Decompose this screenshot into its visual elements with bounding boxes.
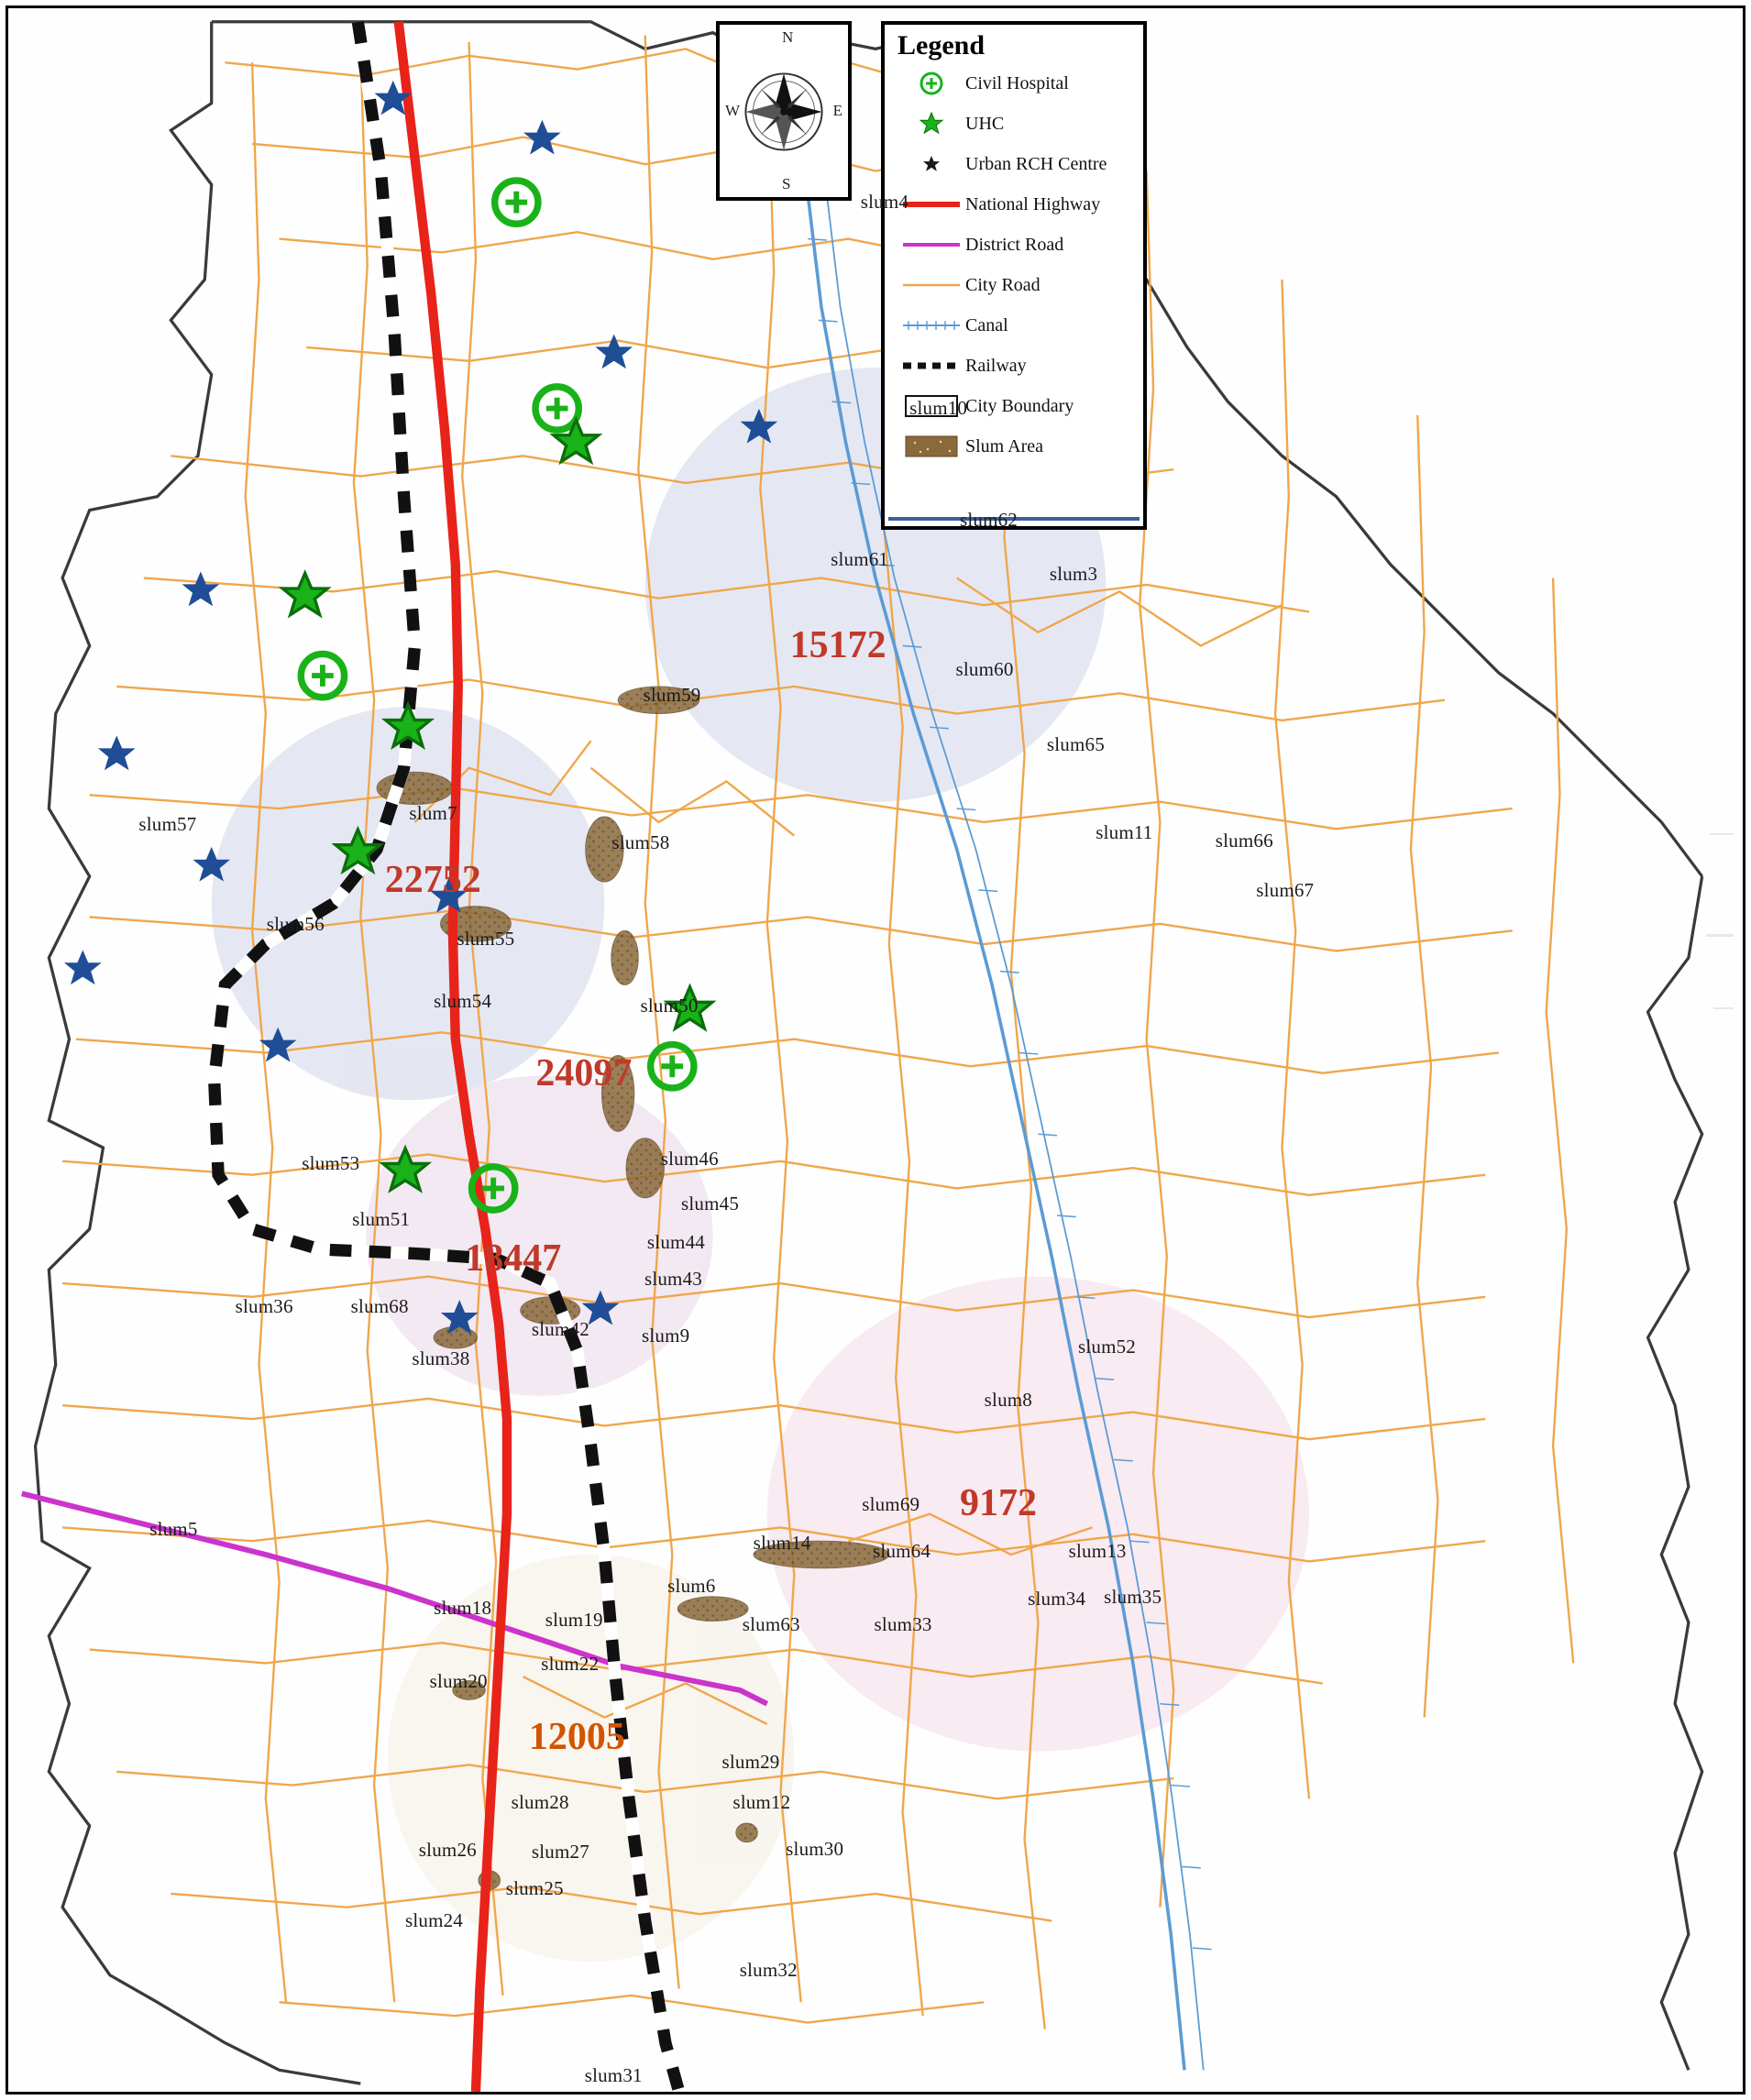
edge-artifact bbox=[1713, 1007, 1734, 1009]
slum-label-slum30: slum30 bbox=[786, 1837, 844, 1860]
slum-area-swatch-icon bbox=[898, 434, 965, 458]
slum-label-slum35: slum35 bbox=[1104, 1586, 1162, 1609]
slum-label-slum45: slum45 bbox=[680, 1193, 740, 1215]
slum-label-slum33: slum33 bbox=[874, 1612, 932, 1635]
slum-label-slum24: slum24 bbox=[404, 1909, 464, 1932]
slum-label-slum27: slum27 bbox=[531, 1840, 589, 1863]
slum-label-slum65: slum65 bbox=[1046, 732, 1105, 755]
slum-label-slum34: slum34 bbox=[1028, 1587, 1086, 1610]
slum-label-slum10: slum10 bbox=[909, 397, 968, 420]
slum-label-slum28: slum28 bbox=[511, 1791, 569, 1814]
uhc-value-15172: 15172 bbox=[789, 623, 887, 666]
legend-item-urban-rch bbox=[885, 144, 1143, 184]
uhc-value-24097: 24097 bbox=[535, 1052, 633, 1095]
legend-label-uhc: UHC bbox=[965, 113, 1005, 134]
slum-label-slum32: slum32 bbox=[739, 1958, 798, 1981]
slum-label-slum25: slum25 bbox=[505, 1876, 564, 1899]
slum-label-slum63: slum63 bbox=[742, 1612, 800, 1635]
compass-south-label: S bbox=[782, 175, 791, 192]
legend-label-slum-area: Slum Area bbox=[965, 435, 1043, 456]
slum-label-slum4: slum4 bbox=[860, 190, 909, 213]
slum-label-slum26: slum26 bbox=[418, 1839, 477, 1862]
map-frame bbox=[6, 5, 1745, 2095]
slum-label-slum59: slum59 bbox=[643, 684, 701, 707]
edge-artifact bbox=[1710, 833, 1734, 835]
slum-label-slum7: slum7 bbox=[409, 802, 457, 825]
district-road-line-icon bbox=[898, 238, 965, 251]
city-road-line-icon bbox=[898, 279, 965, 291]
legend-label-city-boundary: City Boundary bbox=[965, 395, 1074, 416]
slum-label-slum52: slum52 bbox=[1077, 1336, 1137, 1358]
slum-label-slum11: slum11 bbox=[1096, 821, 1153, 844]
canal-line-icon bbox=[898, 318, 965, 333]
uhc-value-12005: 12005 bbox=[528, 1716, 625, 1759]
legend-panel bbox=[881, 21, 1147, 530]
legend-label-civil-hospital: Civil Hospital bbox=[965, 72, 1069, 93]
slum-label-slum20: slum20 bbox=[429, 1670, 488, 1693]
compass-north-label: N bbox=[782, 28, 794, 46]
slum-label-slum43: slum43 bbox=[644, 1267, 702, 1290]
slum-label-slum68: slum68 bbox=[350, 1294, 409, 1317]
slum-label-slum57: slum57 bbox=[138, 813, 197, 836]
slum-label-slum62: slum62 bbox=[959, 509, 1019, 531]
slum-label-slum22: slum22 bbox=[541, 1652, 600, 1675]
slum-label-slum54: slum54 bbox=[434, 990, 492, 1013]
legend-label-city-road: City Road bbox=[965, 274, 1041, 295]
map-vector-layer bbox=[8, 8, 1743, 2092]
legend-title: Legend bbox=[898, 30, 986, 60]
legend-item-district-road bbox=[885, 225, 1143, 265]
slum-label-slum5: slum5 bbox=[149, 1517, 198, 1540]
slum-label-slum60: slum60 bbox=[955, 658, 1014, 681]
slum-label-slum61: slum61 bbox=[831, 548, 889, 571]
slum-label-slum55: slum55 bbox=[457, 927, 515, 950]
compass-east-label: E bbox=[832, 102, 842, 119]
uhc-value-9172: 9172 bbox=[959, 1481, 1037, 1524]
slum-label-slum29: slum29 bbox=[721, 1750, 780, 1773]
legend-item-civil-hospital bbox=[885, 63, 1143, 104]
slum-label-slum13: slum13 bbox=[1068, 1539, 1127, 1562]
slum-label-slum58: slum58 bbox=[611, 830, 670, 853]
slum-label-slum31: slum31 bbox=[584, 2064, 643, 2087]
slum-label-slum51: slum51 bbox=[352, 1207, 411, 1230]
legend-item-railway bbox=[885, 346, 1143, 386]
slum-label-slum18: slum18 bbox=[434, 1596, 492, 1619]
legend-label-canal: Canal bbox=[965, 314, 1008, 335]
slum-label-slum19: slum19 bbox=[545, 1609, 603, 1632]
slum-label-slum53: slum53 bbox=[302, 1151, 360, 1174]
edge-artifact bbox=[1706, 934, 1734, 937]
slum-label-slum66: slum66 bbox=[1215, 830, 1273, 852]
legend-item-canal bbox=[885, 305, 1143, 346]
slum-label-slum67: slum67 bbox=[1256, 878, 1315, 901]
legend-label-urban-rch: Urban RCH Centre bbox=[965, 153, 1107, 174]
legend-label-national-highway: National Highway bbox=[965, 193, 1101, 214]
urban-rch-star-icon bbox=[898, 153, 965, 175]
railway-line-icon bbox=[898, 359, 965, 372]
legend-item-uhc bbox=[885, 104, 1143, 144]
slum-label-slum12: slum12 bbox=[732, 1791, 791, 1814]
uhc-star-icon bbox=[898, 110, 965, 137]
slum-label-slum9: slum9 bbox=[641, 1325, 690, 1347]
slum-label-slum8: slum8 bbox=[984, 1388, 1032, 1411]
uhc-value-22752: 22752 bbox=[384, 859, 481, 902]
legend-label-railway: Railway bbox=[965, 355, 1027, 376]
slum-label-slum38: slum38 bbox=[412, 1347, 470, 1370]
slum-label-slum44: slum44 bbox=[646, 1230, 705, 1253]
slum-label-slum3: slum3 bbox=[1049, 563, 1098, 586]
legend-label-district-road: District Road bbox=[965, 234, 1064, 255]
slum-label-slum6: slum6 bbox=[667, 1575, 716, 1598]
compass-rose bbox=[716, 21, 852, 201]
slum-label-slum14: slum14 bbox=[753, 1531, 811, 1554]
legend-item-city-road bbox=[885, 265, 1143, 305]
slum-label-slum36: slum36 bbox=[235, 1294, 293, 1317]
uhc-value-18447: 18447 bbox=[465, 1237, 562, 1280]
compass-west-label: W bbox=[725, 102, 741, 119]
slum-label-slum56: slum56 bbox=[266, 912, 325, 935]
legend-item-national-highway bbox=[885, 184, 1143, 225]
slum-label-slum64: slum64 bbox=[873, 1539, 931, 1562]
slum-label-slum50: slum50 bbox=[640, 994, 699, 1017]
compass-icon bbox=[720, 25, 848, 197]
slum-label-slum46: slum46 bbox=[660, 1148, 719, 1171]
civil-hospital-icon bbox=[898, 70, 965, 97]
slum-label-slum42: slum42 bbox=[531, 1317, 589, 1340]
slum-label-slum69: slum69 bbox=[862, 1493, 920, 1516]
legend-item-slum-area bbox=[885, 426, 1143, 467]
